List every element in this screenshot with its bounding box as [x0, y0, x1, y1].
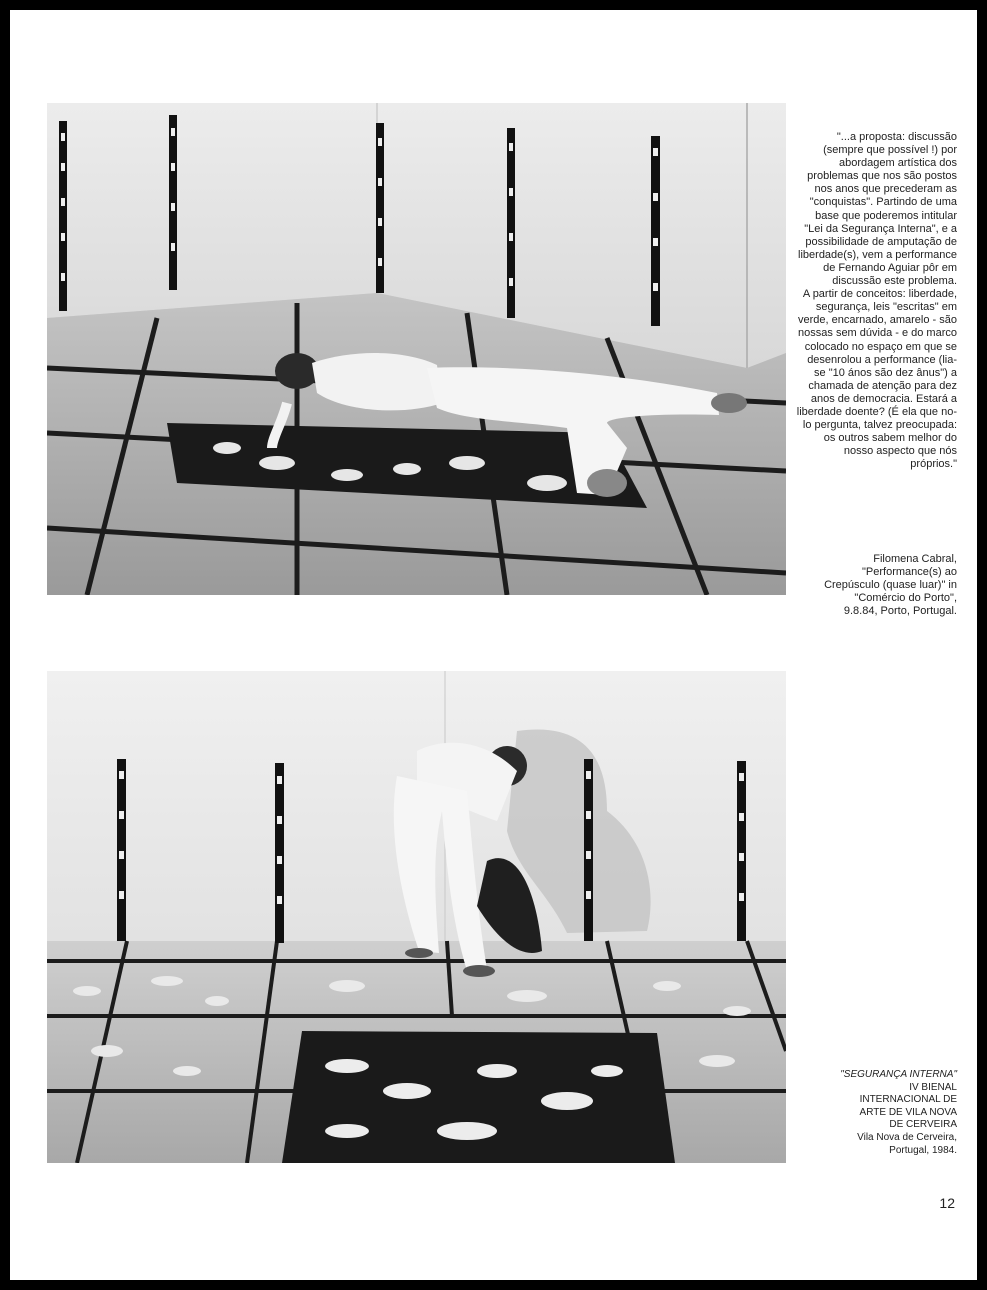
caption-line: Portugal, 1984.	[889, 1144, 957, 1156]
caption-line: IV BIENAL	[909, 1081, 957, 1093]
photo-performance-bending	[47, 671, 786, 1163]
caption-line: Vila Nova de Cerveira,	[857, 1131, 957, 1143]
page-number: 12	[939, 1195, 955, 1211]
caption-line: INTERNACIONAL DE	[859, 1094, 957, 1106]
caption-title: "SEGURANÇA INTERNA"	[840, 1069, 957, 1080]
credit-author: Filomena Cabral,	[873, 553, 957, 565]
photo-caption	[800, 1069, 957, 1157]
page	[10, 10, 977, 1280]
performance-review-quote	[796, 131, 957, 471]
credit-article: "Performance(s) ao	[862, 566, 957, 579]
caption-line: DE CERVEIRA	[889, 1119, 957, 1131]
caption-line: ARTE DE VILA NOVA	[859, 1106, 957, 1118]
quote-paragraph: "...a proposta: discussão (sempre que possível !) por abordagem artística dos problemas que nos são postos nos anos que precederam as "conquistas". Partindo de uma base que poderemos intitular "Lei da Segurança Interna", e a possibilidade de amputação de liberdade(s), vem a performance de Fernando Aguiar pôr em discussão este problema.	[798, 131, 957, 288]
credit-publication: "Comércio do Porto",	[854, 592, 957, 605]
quote-credit	[796, 553, 957, 618]
credit-date-place: 9.8.84, Porto, Portugal.	[843, 605, 957, 618]
quote-paragraph: A partir de conceitos: liberdade, segurança, leis "escritas" em verde, encarnado, amarelo - são nossas sem dúvida - e do marco colocado no espaço em que se desenrolou a performance (lia-se "10 ános são dez ânus") a chamada de atenção para dez anos de democracia. Estará a liberdade doente? (É ela que no-lo pergunta, talvez preocupada: os outros sabem melhor do nosso aspecto que nós próprios."	[796, 288, 957, 471]
photo-performance-lying	[47, 103, 786, 595]
credit-article: Crepúsculo (quase luar)" in	[824, 579, 957, 592]
